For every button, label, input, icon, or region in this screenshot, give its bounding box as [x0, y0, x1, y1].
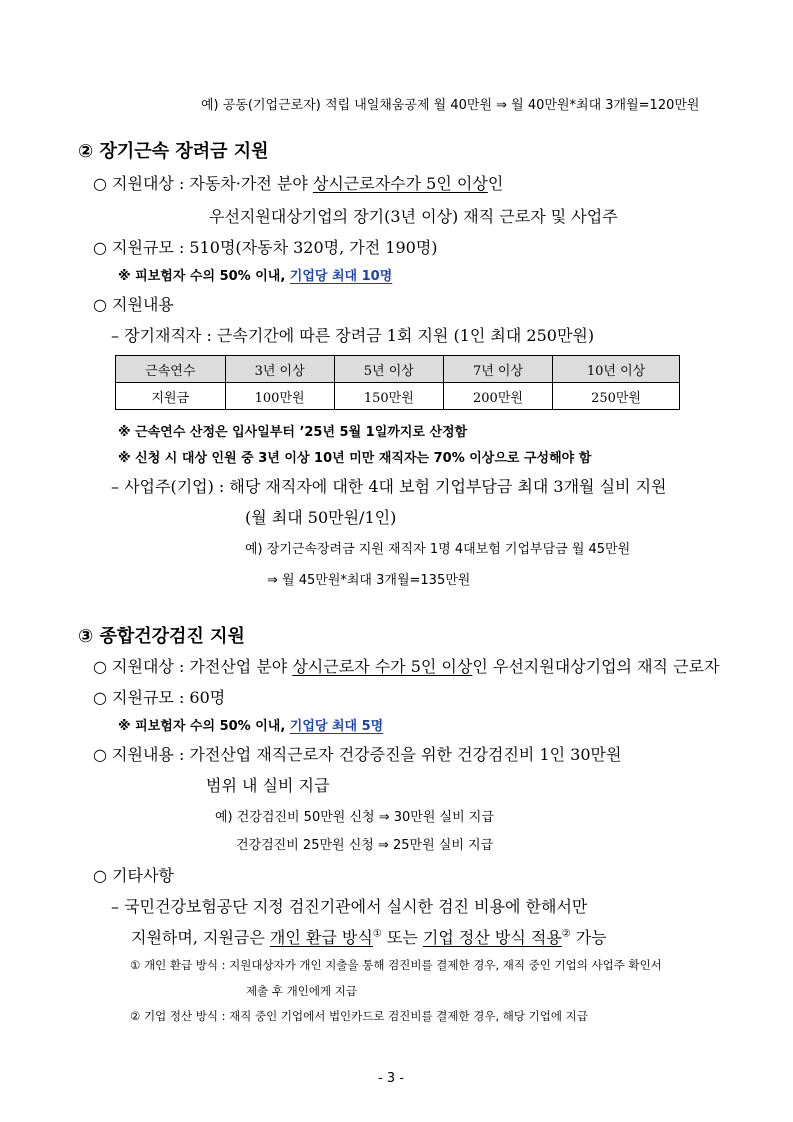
section2-example2: ⇒ 월 45만원*최대 3개월=135만원 [267, 573, 471, 588]
tenure-table [115, 355, 680, 410]
section3-example2: 건강검진비 25만원 신청 ⇒ 25만원 실비 지급 [236, 838, 494, 853]
section2-scale: ○ 지원규모 : 510명(자동차 320명, 가전 190명) [93, 238, 438, 257]
footnote-2: ② 기업 정산 방식 : 재직 중인 기업에서 법인카드로 검진비를 결제한 경우, 해당 기업에 지급 [130, 1009, 588, 1023]
page-number: - 3 - [378, 1071, 404, 1086]
section2-note2: ※ 근속연수 산정은 입사일부터 ’25년 5월 1일까지로 산정함 [118, 425, 468, 440]
section3-sup1: ① [372, 928, 382, 940]
section3-target-suffix: 인 우선지원대상기업의 재직 근로자 [472, 657, 720, 676]
section3-target [93, 654, 719, 677]
section2-example1: 예) 장기근속장려금 지원 재직자 1명 4대보험 기업부담금 월 45만원 [245, 542, 631, 557]
section3-other-mid: 또는 [381, 928, 423, 947]
section3-note-link: 기업당 최대 5명 [289, 719, 384, 734]
section2-longterm: – 장기재직자 : 근속기간에 따른 장려금 1회 지원 (1인 최대 250만원) [111, 326, 595, 345]
section3-other-suffix: 가능 [570, 928, 607, 947]
section2-employer-line2: (월 최대 50만원/1인) [245, 508, 397, 527]
section3-note-prefix: ※ 피보험자 수의 50% 이내, [118, 719, 290, 734]
section3-other-line1: – 국민건강보험공단 지정 검진기관에서 실시한 검진 비용에 한해서만 [111, 897, 588, 916]
table-cell: 지원금 [116, 383, 226, 410]
table-row [116, 383, 680, 410]
section3-note [118, 715, 383, 734]
section3-other-line2 [131, 925, 607, 948]
section2-title: ② 장기근속 장려금 지원 [78, 141, 269, 162]
section2-note3: ※ 신청 시 대상 인원 중 3년 이상 10년 미만 재직자는 70% 이상으로 구성해야 함 [118, 451, 592, 466]
section3-other-prefix: 지원하며, 지원금은 [131, 928, 270, 947]
section3-content: ○ 지원내용 : 가전산업 재직근로자 건강증진을 위한 건강검진비 1인 30만원 [93, 745, 622, 764]
section3-method1: 개인 환급 방식 [269, 928, 373, 947]
table-header-cell: 근속연수 [116, 356, 226, 383]
section2-target-label: ○ 지원대상 : 자동차·가전 분야 [93, 174, 313, 193]
table-header-cell: 5년 이상 [334, 356, 443, 383]
section2-note [118, 265, 392, 284]
section3-target-underlined: 상시근로자 수가 5인 이상 [292, 657, 473, 676]
section2-target [93, 171, 503, 194]
table-header-cell: 3년 이상 [225, 356, 334, 383]
table-cell: 250만원 [553, 383, 680, 410]
section3-other-label: ○ 기타사항 [93, 866, 174, 885]
top-example-text: 예) 공동(기업근로자) 적립 내일채움공제 월 40만원 ⇒ 월 40만원*최대 3개월=120만원 [201, 98, 700, 113]
section2-content-label: ○ 지원내용 [93, 295, 174, 314]
table-header-cell: 10년 이상 [553, 356, 680, 383]
footnote-1: ① 개인 환급 방식 : 지원대상자가 개인 지출을 통해 검진비를 결제한 경우, 재직 중인 기업의 사업주 확인서 [130, 958, 662, 972]
table-cell: 200만원 [443, 383, 552, 410]
section3-scale: ○ 지원규모 : 60명 [93, 688, 226, 707]
section2-employer: – 사업주(기업) : 해당 재직자에 대한 4대 보험 기업부담금 최대 3개월 실비 지원 [111, 477, 667, 496]
section2-target-line2: 우선지원대상기업의 장기(3년 이상) 재직 근로자 및 사업주 [209, 207, 618, 226]
section2-note-link: 기업당 최대 10명 [289, 269, 393, 284]
section3-example1: 예) 건강검진비 50만원 신청 ⇒ 30만원 실비 지급 [215, 810, 494, 825]
table-cell: 150만원 [334, 383, 443, 410]
section3-method2: 기업 정산 방식 적용 [422, 928, 562, 947]
section2-target-underlined: 상시근로자수가 5인 이상 [312, 174, 488, 193]
section3-sup2: ② [561, 928, 571, 940]
section2-note-prefix: ※ 피보험자 수의 50% 이내, [118, 269, 290, 284]
table-cell: 100만원 [225, 383, 334, 410]
table-header-row [116, 356, 680, 383]
section3-content-line2: 범위 내 실비 지급 [206, 776, 330, 795]
section3-title: ③ 종합건강검진 지원 [78, 626, 245, 647]
section2-target-suffix: 인 [487, 174, 504, 193]
table-header-cell: 7년 이상 [443, 356, 552, 383]
section3-target-prefix: ○ 지원대상 : 가전산업 분야 [93, 657, 293, 676]
footnote-1-line2: 제출 후 개인에게 지급 [246, 984, 357, 998]
